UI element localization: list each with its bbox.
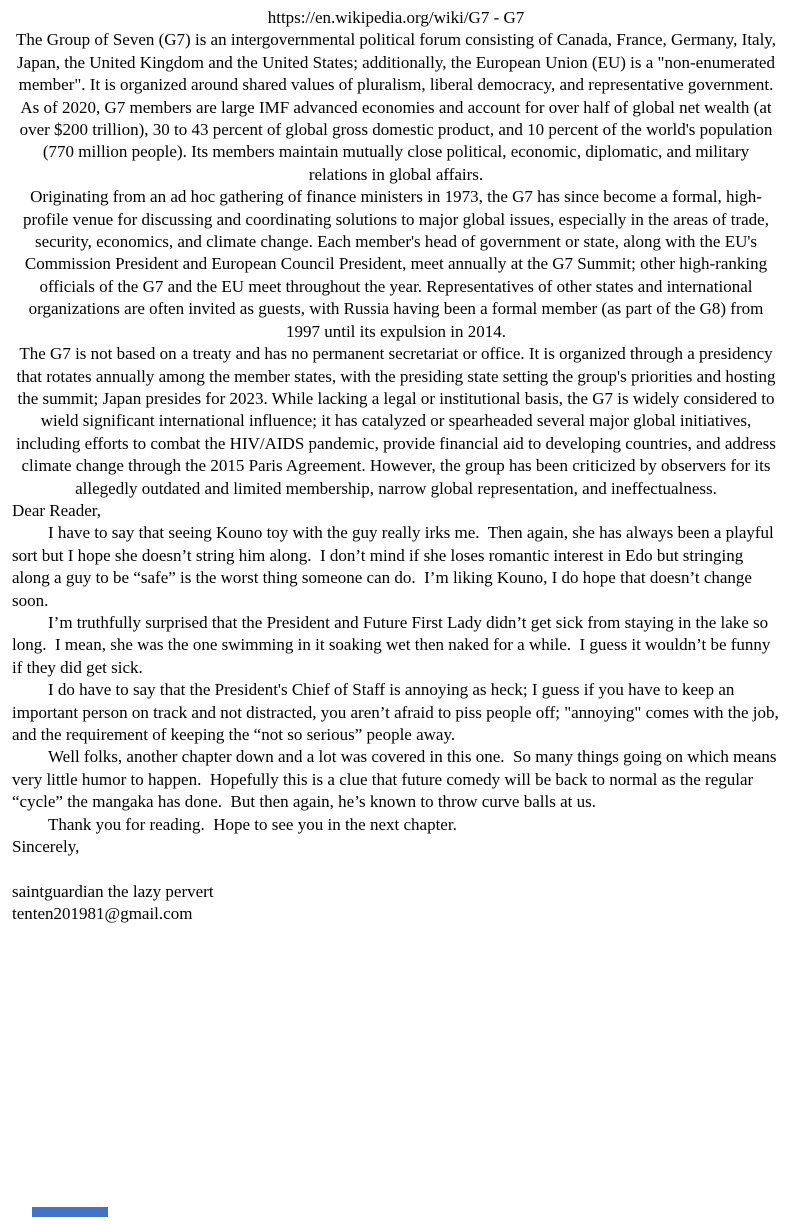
signature-block [12, 881, 780, 926]
letter-paragraph: I have to say that seeing Kouno toy with the guy really irks me. Then again, she has always been a playful sort but I hope she doesn’t string him along. I don’t mind if she loses romantic interest in Edo but stringing along a guy to be “safe” is the worst thing someone can do. I’m liking Kouno, I do hope that doesn’t change soon. [12, 523, 779, 610]
wiki-paragraphs [12, 29, 780, 500]
letter-salutation: Dear Reader, [12, 500, 101, 520]
wiki-paragraph: The Group of Seven (G7) is an intergovernmental political forum consisting of Canada, France, Germany, Italy, Japan, the United Kingdom and the United States; additionally, the European Union (EU) is a "non-enumerated member". It is organized around shared values of pluralism, liberal democracy, and representative government. As of 2020, G7 members are large IMF advanced economies and account for over half of global net wealth (at over $200 trillion), 30 to 43 percent of global gross domestic product, and 10 percent of the world's population (770 million people). Its members maintain mutually close political, economic, diplomatic, and military relations in global affairs. [16, 30, 781, 184]
wiki-paragraph: The G7 is not based on a treaty and has no permanent secretariat or office. It is organized through a presidency that rotates annually among the member states, with the presiding state setting the group's priorities and hosting the summit; Japan presides for 2023. While lacking a legal or institutional basis, the G7 is widely considered to wield significant international influence; it has catalyzed or spearheaded several major global initiatives, including efforts to combat the HIV/AIDS pandemic, provide financial aid to developing countries, and address climate change through the 2015 Paris Agreement. However, the group has been criticized by observers for its allegedly outdated and limited membership, narrow global representation, and ineffectualness. [16, 344, 781, 498]
source-url: https://en.wikipedia.org/wiki/G7 - G7 [267, 8, 525, 27]
letter-paragraph: Thank you for reading. Hope to see you in the next chapter. [48, 814, 457, 834]
letter-closing: Sincerely, [12, 837, 80, 857]
signature-email: tenten201981@gmail.com [12, 904, 193, 924]
signature-name: saintguardian the lazy pervert [12, 881, 214, 901]
wiki-paragraph: Originating from an ad hoc gathering of finance ministers in 1973, the G7 has since become a formal, high-profile venue for discussing and coordinating solutions to major global issues, especially in the areas of trade, security, economics, and climate change. Each member's head of government or state, along with the EU's Commission President and European Council President, meet annually at the G7 Summit; other high-ranking officials of the G7 and the EU meet throughout the year. Representatives of other states and international organizations are often invited as guests, with Russia having been a formal member (as part of the G8) from 1997 until its expulsion in 2014. [23, 187, 774, 341]
letter-paragraphs [12, 522, 783, 836]
wiki-excerpt-section [12, 7, 780, 500]
page-accent-bar [32, 1207, 108, 1217]
letter-paragraph: I do have to say that the President's Chief of Staff is annoying as heck; I guess if you have to keep an important person on track and not distracted, you aren’t afraid to piss people off; "annoying" comes with the job, and the requirement of keeping the “not so serious” people away. [12, 680, 783, 744]
letter-paragraph: I’m truthfully surprised that the President and Future First Lady didn’t get sick from staying in the lake so long. I mean, she was the one swimming in it soaking wet then naked for a while. I guess it wouldn’t be funny if they did get sick. [12, 612, 775, 677]
reader-letter-section [12, 500, 783, 926]
letter-paragraph: Well folks, another chapter down and a lot was covered in this one. So many things going on which means very little humor to happen. Hopefully this is a clue that future comedy will be back to normal as the regular “cycle” the mangaka has done. But then again, he’s known to throw curve balls at us. [12, 747, 781, 812]
